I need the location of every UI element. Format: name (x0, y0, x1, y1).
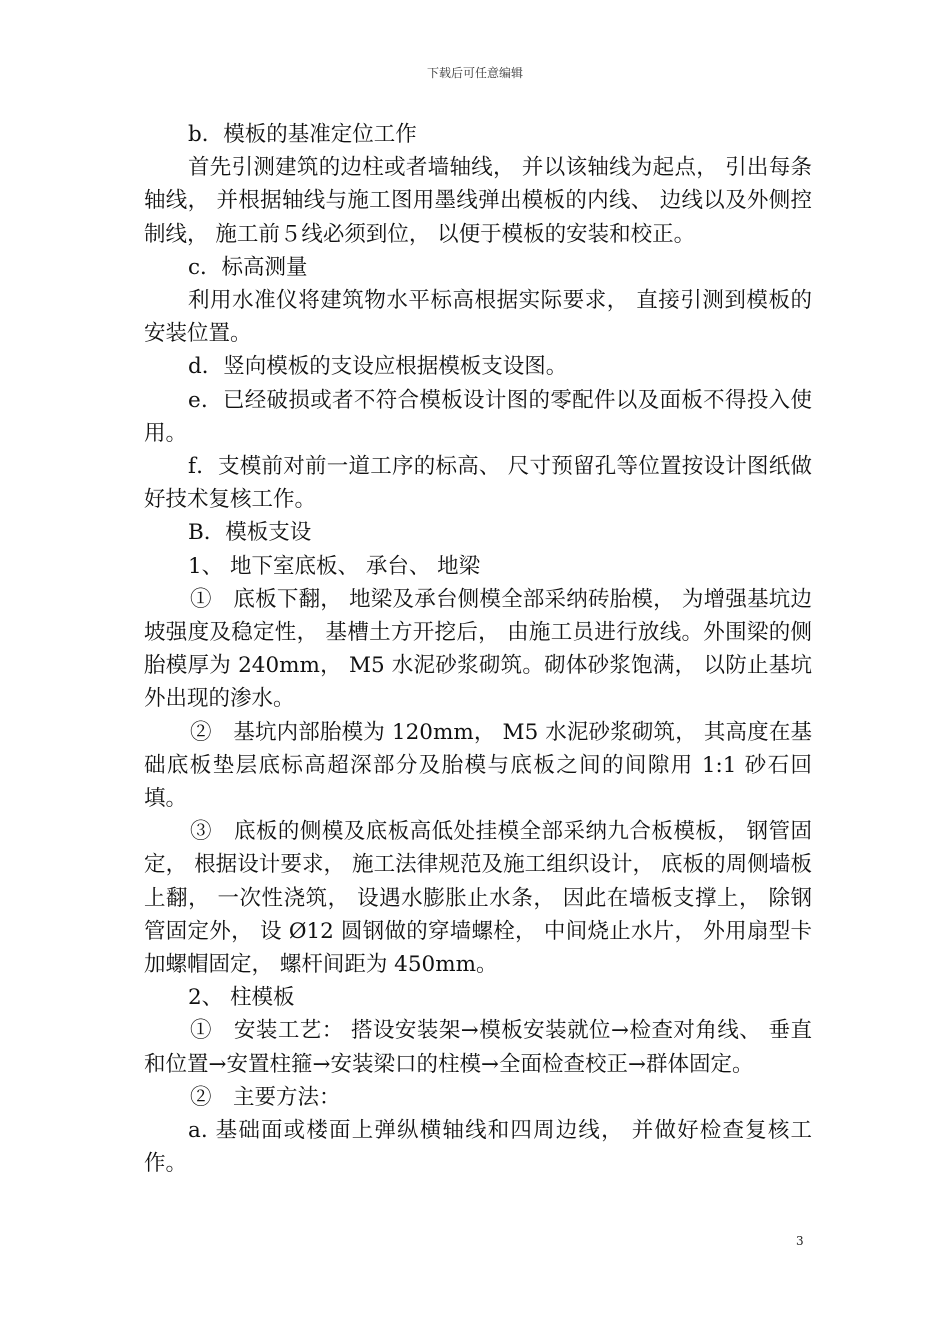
item-1-2: ② 基坑内部胎模为 120mm， M5 水泥砂浆砌筑， 其高度在基础底板垫层底标高超深部分及胎模与底板之间的间隙用 1:1 砂石回填。 (144, 719, 812, 812)
subsection-1-heading: 1、 地下室底板、 承台、 地梁 (188, 553, 481, 579)
item-1-3: ③ 底板的侧模及底板高低处挂模全部采纳九合板模板， 钢管固定， 根据设计要求， 施工法律规范及施工组织设计， 底板的周侧墙板上翻， 一次性浇筑， 设遇水膨胀止水条， 因此在墙板支撑上， 除钢管固定外， 设 Ø12 圆钢做的穿墙螺栓， 中间烧止水片， 外用扇型卡加螺帽固定， 螺杆间距为 450mm。 (144, 819, 812, 978)
section-b-heading: B．模板支设 (188, 520, 312, 546)
paragraph-b-body: 首先引测建筑的边柱或者墙轴线， 并以该轴线为起点， 引出每条轴线， 并根据轴线与施工图用墨线弹出模板的内线、 边线以及外侧控制线， 施工前５线必须到位， 以便于模板的安装和校正。 (144, 155, 812, 247)
paragraph-c-title: c．标高测量 (188, 254, 308, 280)
paragraph-c-body: 利用水准仪将建筑物水平标高根据实际要求， 直接引测到模板的安装位置。 (144, 288, 812, 347)
paragraph-d: d．竖向模板的支设应根据模板支设图。 (188, 354, 568, 380)
paragraph-f: f．支模前对前一道工序的标高、 尺寸预留孔等位置按设计图纸做好技术复核工作。 (144, 454, 812, 513)
page-number: 3 (796, 1234, 804, 1248)
item-2-a: a. 基础面或楼面上弹纵横轴线和四周边线， 并做好检查复核工作。 (144, 1118, 812, 1177)
item-2-2: ② 主要方法： (190, 1084, 341, 1110)
paragraph-b-title: b．模板的基准定位工作 (188, 122, 417, 147)
subsection-2-heading: 2、 柱模板 (188, 985, 295, 1011)
item-2-1: ① 安装工艺： 搭设安装架→模板安装就位→检查对角线、 垂直和位置→安置柱箍→安装梁口的柱模→全面检查校正→群体固定。 (144, 1018, 812, 1077)
page-header: 下载后可任意编辑 (426, 66, 523, 80)
document-body (144, 118, 812, 1181)
paragraph-e: e．已经破损或者不符合模板设计图的零配件以及面板不得投入使用。 (144, 387, 812, 446)
item-1-1: ① 底板下翻， 地梁及承台侧模全部采纳砖胎模， 为增强基坑边坡强度及稳定性， 基槽土方开挖后， 由施工员进行放线。外围梁的侧胎模厚为 240mm， M5 水泥砂浆砌筑。砌体砂浆饱满， 以防止基坑外出现的渗水。 (144, 586, 812, 712)
